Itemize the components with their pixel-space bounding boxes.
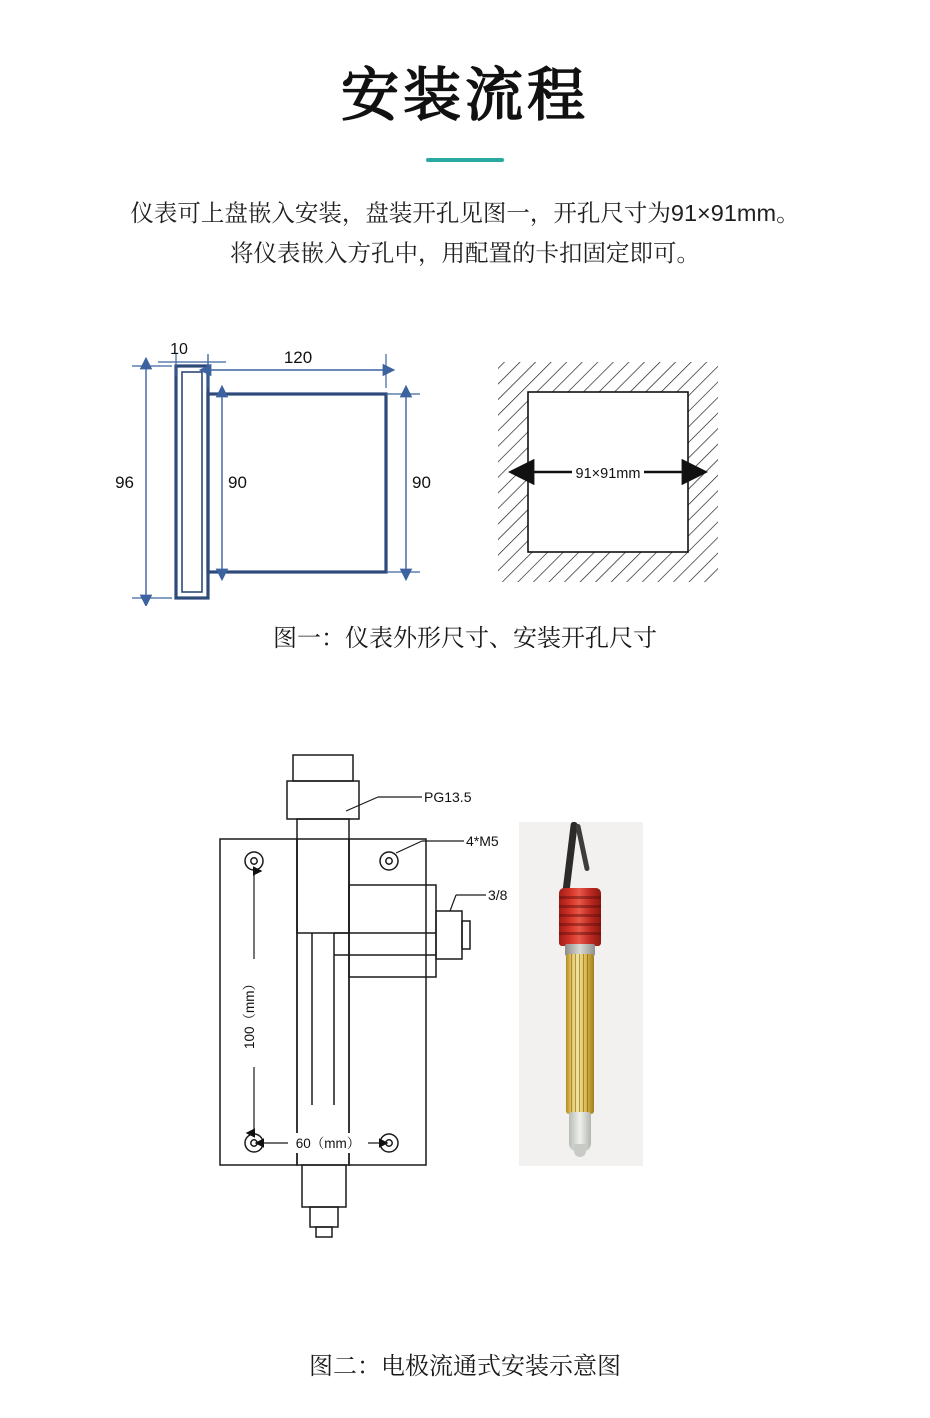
dim-depth-body: [208, 348, 386, 388]
gland-nut-outline: [293, 755, 353, 781]
label-gland: PG13.5: [424, 789, 472, 805]
dim-vertical-label: 100（mm）: [242, 976, 257, 1050]
electrode-cable-secondary: [575, 823, 590, 871]
mounting-hole-top-left: [245, 852, 263, 870]
flow-body-branch: [349, 885, 436, 977]
electrode-cable: [562, 822, 578, 894]
leader-thread: [450, 895, 456, 911]
panel-cutout-drawing: [498, 362, 718, 582]
title-underline-rule: [426, 158, 504, 162]
dim-depth-front-label: 10: [170, 341, 188, 358]
dim-horizontal-label: 60（mm）: [295, 1136, 361, 1151]
gland-collar-outline: [287, 781, 359, 819]
intro-line-2: 将仪表嵌入方孔中，用配置的卡扣固定即可。: [230, 240, 700, 266]
electrode-red-cap: [559, 888, 601, 946]
leader-screws: [396, 841, 422, 853]
meter-bezel-outline: [176, 366, 208, 598]
dim-height-body-right-label: 90: [412, 473, 431, 492]
intro-paragraph: [0, 193, 930, 273]
dim-height-front: [115, 366, 172, 598]
dim-height-body-right: [386, 394, 431, 572]
flow-body-vertical: [297, 839, 349, 1165]
figure1-svg: [110, 336, 830, 606]
figure1-drawing: [110, 336, 830, 606]
intro-line-1: 仪表可上盘嵌入安装，盘装开孔见图一，开孔尺寸为91×91mm。: [130, 200, 800, 226]
figure2-drawing: [150, 745, 790, 1265]
dim-height-front-label: 96: [115, 473, 134, 492]
mounting-hole-bottom-right: [380, 1134, 398, 1152]
figure2-svg: [150, 745, 790, 1265]
dim-height-body-left: [222, 396, 247, 570]
electrode-tip-end: [574, 1144, 586, 1157]
dim-height-body-left-label: 90: [228, 473, 247, 492]
right-mounting-plate: [349, 839, 426, 1165]
dim-depth-body-label: 120: [283, 348, 313, 367]
label-thread: 3/8: [488, 887, 508, 903]
label-screws: 4*M5: [466, 833, 499, 849]
mounting-hole-top-right: [380, 852, 398, 870]
upper-tube-outline: [297, 819, 349, 933]
figure2-caption: 图二：电极流通式安装示意图: [309, 1353, 621, 1380]
figure1-caption: 图一：仪表外形尺寸、安装开孔尺寸: [273, 625, 657, 652]
page-title: 安装流程: [340, 63, 589, 128]
panel-cutout-label: 91×91mm: [575, 466, 641, 482]
ph-electrode-photo: [519, 822, 643, 1166]
bottom-stub-outline: [302, 1165, 346, 1207]
thread-boss-outline: [436, 911, 462, 959]
leader-gland: [346, 797, 378, 811]
thread-tip-outline: [462, 921, 470, 949]
bottom-tip-outline: [310, 1207, 338, 1227]
electrode-glass-body: [566, 954, 594, 1114]
mounting-hole-bottom-left: [245, 1134, 263, 1152]
